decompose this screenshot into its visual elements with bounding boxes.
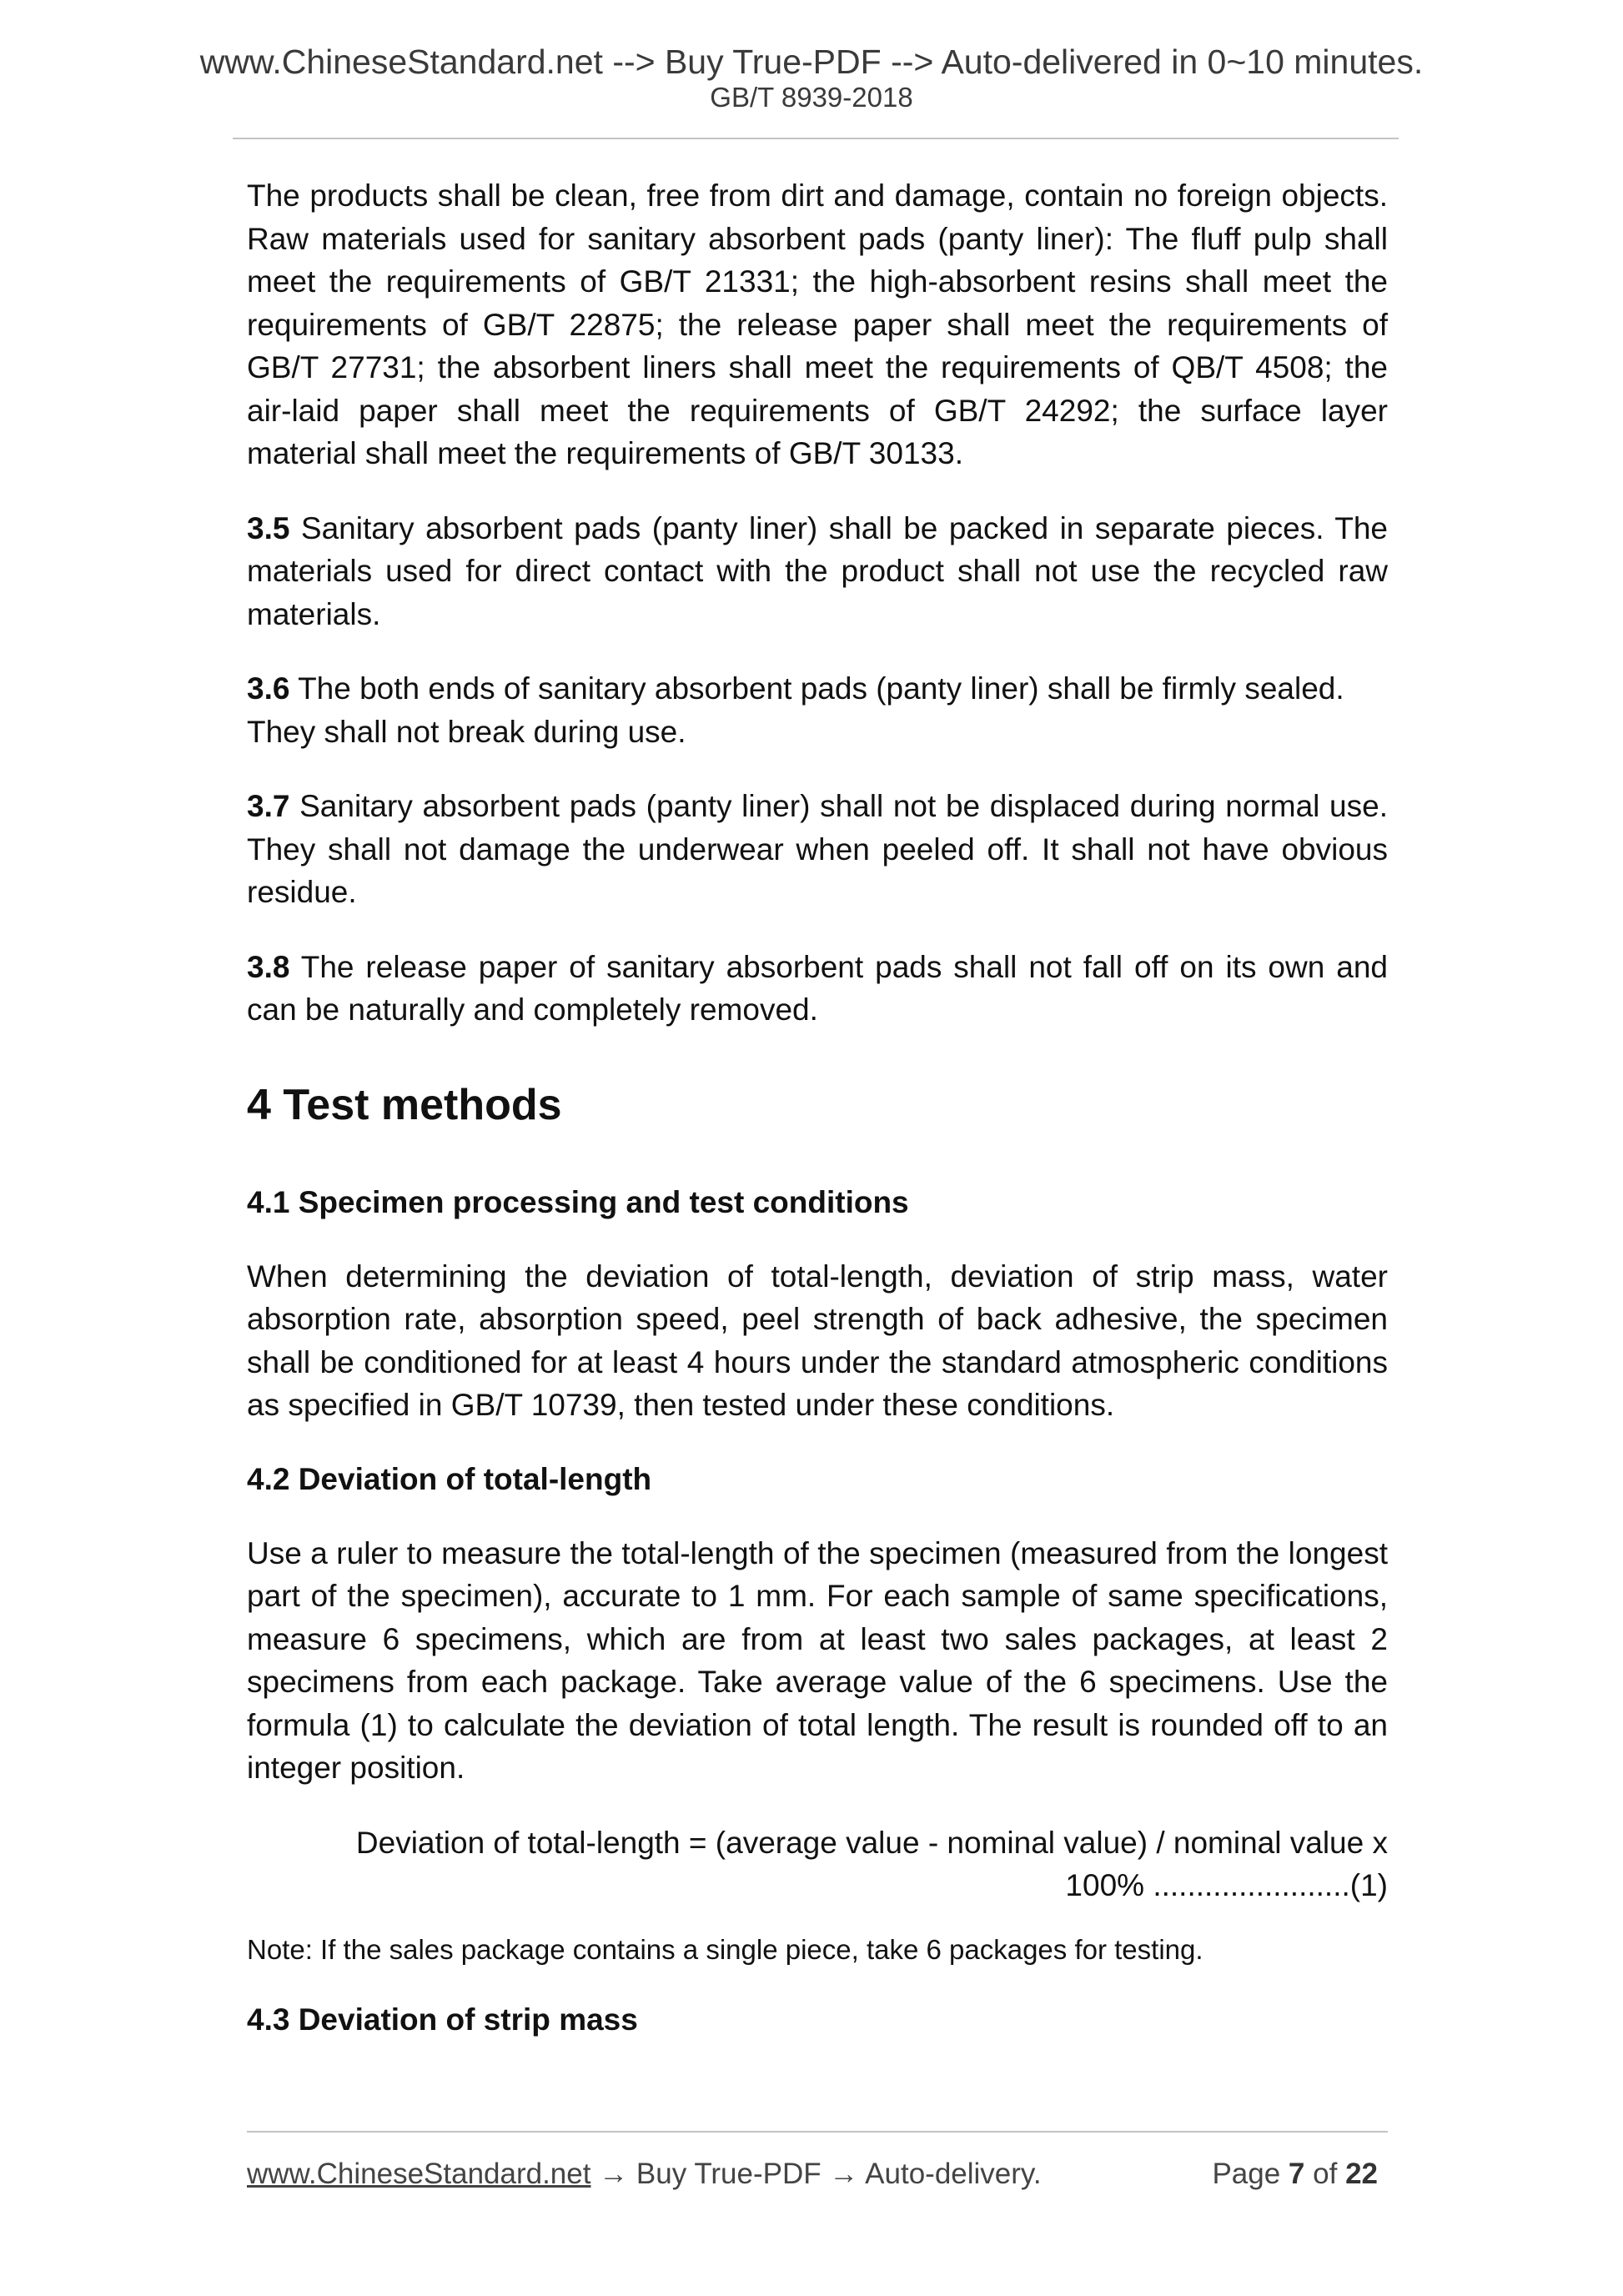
section-4-1-text: When determining the deviation of total-length, deviation of strip mass, water absorption rate, absorption speed, peel strength of back adhesive, the specimen shall be conditioned for at least 4 hours under the standard atmospheric conditions as specified in GB/T 10739, then tested under these conditions. xyxy=(247,1259,1388,1422)
footer-tagline: → Buy True-PDF → Auto-delivery. xyxy=(590,2158,1042,2190)
page-current: 7 xyxy=(1288,2158,1305,2190)
page-word: Page xyxy=(1212,2158,1281,2190)
footer-divider xyxy=(247,2131,1388,2133)
clause-text: Sanitary absorbent pads (panty liner) shall not be displaced during normal use. They shall not damage the underwear when peeled off. It shall not have obvious residue. xyxy=(247,789,1388,909)
of-word: of xyxy=(1313,2158,1338,2190)
clause-3-5 xyxy=(247,507,1388,636)
section-4-1-heading: 4.1 Specimen processing and test conditions xyxy=(247,1184,909,1219)
formula-line-1: Deviation of total-length = (average value - nominal value) / nominal value x xyxy=(355,1825,1388,1860)
clause-number: 3.8 xyxy=(247,949,290,984)
note: Note: If the sales package contains a single piece, take 6 packages for testing. xyxy=(247,1933,1203,1965)
section-4-heading: 4 Test methods xyxy=(247,1080,562,1129)
clause-3-8 xyxy=(247,946,1388,1032)
top-banner: www.ChineseStandard.net --> Buy True-PDF --> Auto-delivered in 0~10 minutes. xyxy=(199,43,1424,81)
header-divider xyxy=(233,138,1399,139)
footer-left xyxy=(247,2156,1042,2193)
clause-number: 3.7 xyxy=(247,789,290,823)
section-4-2-text: Use a ruler to measure the total-length of the specimen (measured from the longest part of the specimen), accurate to 1 mm. For each sample of same specifications, measure 6 specimens, which are from at least two sales packages, at least 2 specimens from each package. Take average value of the 6 specimens. Use the formula (1) to calculate the deviation of total length. The result is rounded off to an integer position. xyxy=(247,1535,1388,1785)
footer-site-link[interactable]: www.ChineseStandard.net xyxy=(247,2158,591,2190)
clause-3-6 xyxy=(247,667,1398,753)
document-id: GB/T 8939-2018 xyxy=(710,82,913,113)
clause-text: Sanitary absorbent pads (panty liner) shall be packed in separate pieces. The materials used for direct contact with the product shall not use the recycled raw materials. xyxy=(247,510,1389,631)
intro-paragraph: The products shall be clean, free from dirt and damage, contain no foreign objects. Raw materials used for sanitary absorbent pads (panty liner): The fluff pulp shall meet the requirements of GB/T 21331; the high-absorbent resins shall meet the requirements of GB/T 22875; the release paper shall meet the requirements of GB/T 27731; the absorbent liners shall meet the requirements of QB/T 4508; the air-laid paper shall meet the requirements of GB/T 24292; the surface layer material shall meet the requirements of GB/T 30133. xyxy=(247,178,1388,470)
clause-3-7 xyxy=(247,785,1388,914)
clause-number: 3.5 xyxy=(247,510,290,545)
clause-text: The both ends of sanitary absorbent pads (panty liner) shall be firmly sealed. They shall not break during use. xyxy=(247,671,1344,749)
section-4-2-heading: 4.2 Deviation of total-length xyxy=(247,1461,652,1496)
formula-line-2: 100% .......................(1) xyxy=(1065,1868,1388,1902)
clause-text: The release paper of sanitary absorbent pads shall not fall off on its own and can be naturally and completely removed. xyxy=(247,949,1388,1027)
formula-1 xyxy=(247,1821,1388,1907)
section-4-3-heading: 4.3 Deviation of strip mass xyxy=(247,2002,638,2037)
page-indicator xyxy=(1212,2156,1378,2193)
page-total: 22 xyxy=(1345,2158,1378,2190)
page-content xyxy=(247,174,1388,2072)
clause-number: 3.6 xyxy=(247,671,290,706)
